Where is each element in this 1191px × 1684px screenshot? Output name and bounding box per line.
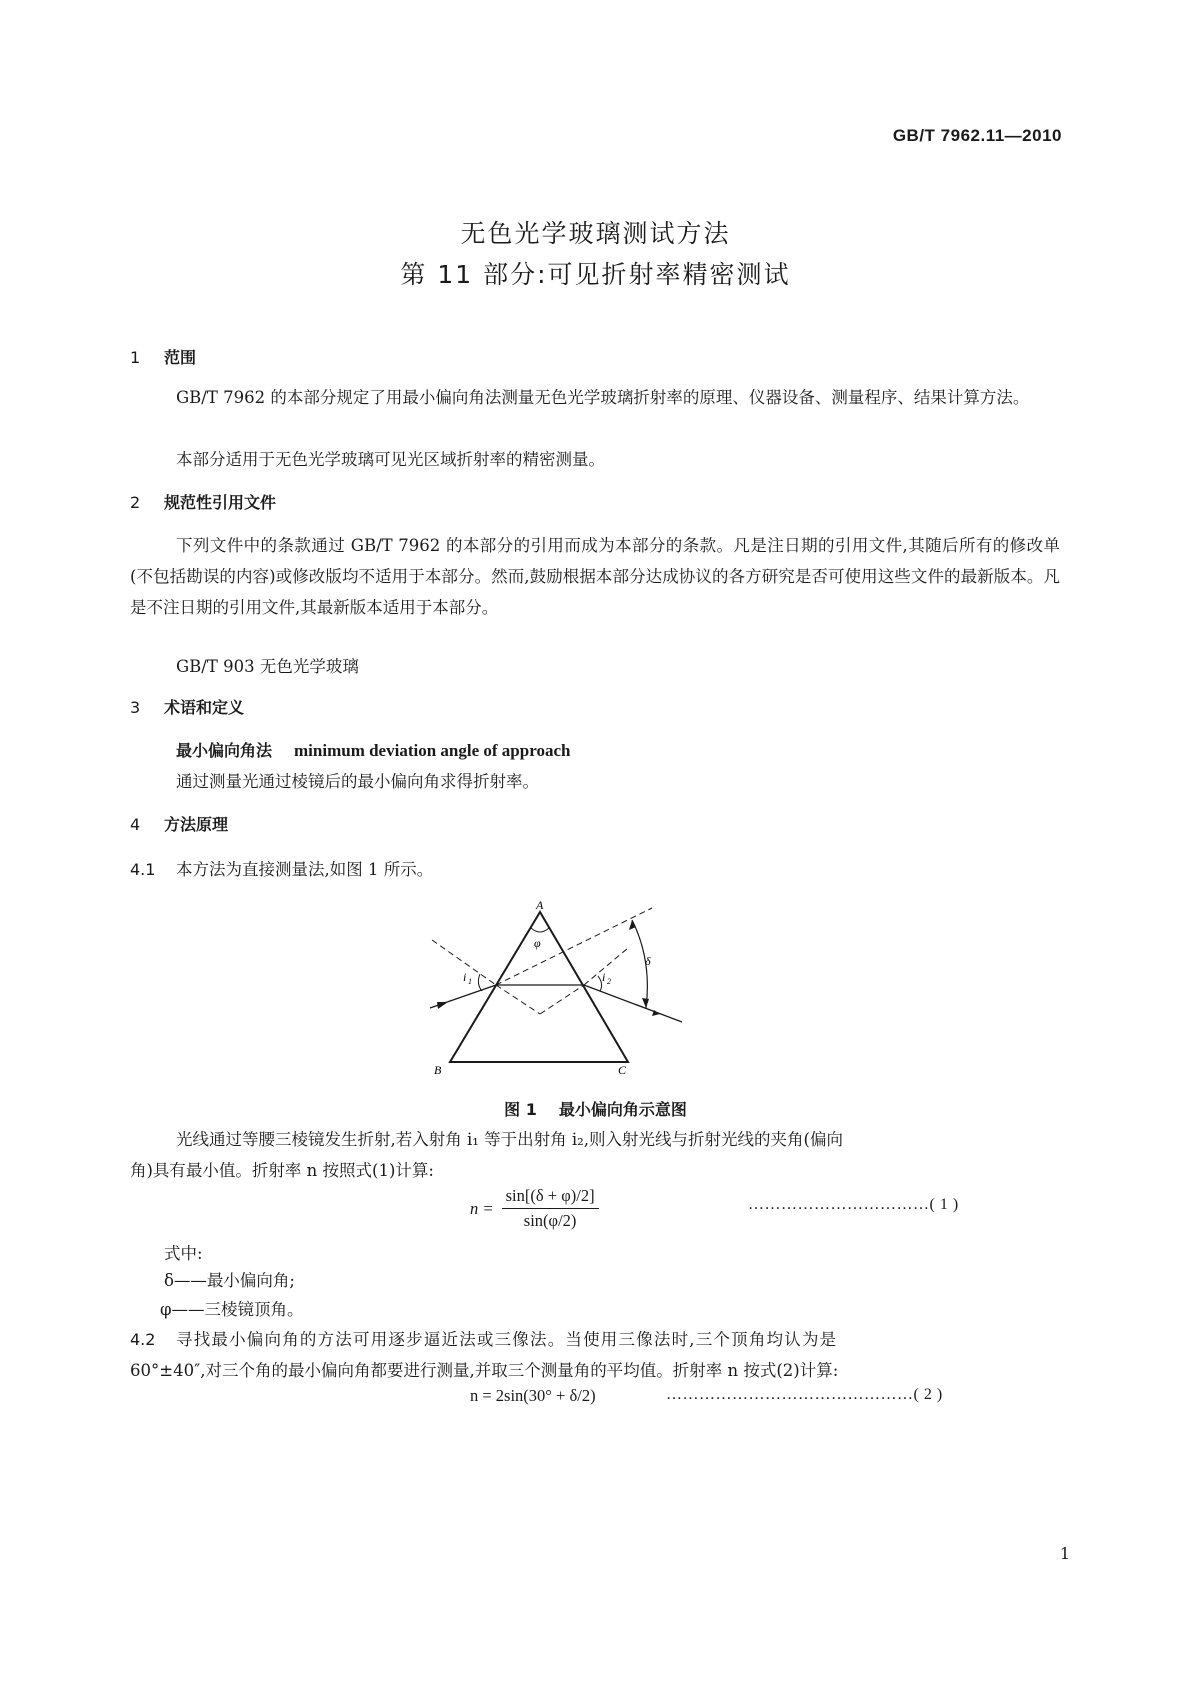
equation-tag: ( 2 ) <box>913 1386 943 1403</box>
formula-lhs: n = <box>470 1198 494 1218</box>
emergence-label-subscript: 2 <box>607 977 611 986</box>
apex-angle-label: φ <box>534 936 541 950</box>
section-title: 方法原理 <box>164 815 229 834</box>
normal-left-inner <box>496 985 540 1014</box>
where-delta: δ——最小偏向角; <box>164 1271 295 1290</box>
clause-4-2 <box>130 1326 837 1350</box>
term-chinese: 最小偏向角法 <box>176 741 273 760</box>
formula-numerator: sin[(δ + φ)/2] <box>502 1186 599 1209</box>
section-3-heading <box>130 695 244 718</box>
formula-2: n = 2sin(30° + δ/2) <box>470 1386 596 1405</box>
incidence-label-subscript: 1 <box>468 977 472 986</box>
emergence-label: i <box>602 970 606 984</box>
deviation-label: δ <box>645 954 651 968</box>
standard-code: GB/T 7962.11—2010 <box>892 126 1062 145</box>
clause-text-line-2: 60°±40″,对三个角的最小偏向角都要进行测量,并取三个测量角的平均值。折射率 n 按式(2)计算: <box>130 1361 839 1380</box>
section-4-heading <box>130 812 228 835</box>
section-1-paragraph-1: GB/T 7962 的本部分规定了用最小偏向角法测量无色光学玻璃折射率的原理、仪器设备、测量程序、结果计算方法。 <box>176 388 1030 407</box>
incidence-angle-arc <box>478 974 482 991</box>
vertex-label-b: B <box>434 1063 442 1077</box>
figure-title: 最小偏向角示意图 <box>558 1100 687 1119</box>
formula-1 <box>470 1186 599 1231</box>
document-subtitle: 第 11 部分:可见折射率精密测试 <box>400 260 791 289</box>
section-number: 4 <box>130 815 141 834</box>
section-title: 术语和定义 <box>164 698 245 717</box>
clause-4-1 <box>130 856 433 880</box>
page-number: 1 <box>1059 1544 1070 1563</box>
normative-reference: GB/T 903 无色光学玻璃 <box>176 657 359 676</box>
formula-denominator: sin(φ/2) <box>523 1211 577 1230</box>
paragraph-after-figure-line-1: 光线通过等腰三棱镜发生折射,若入射角 i₁ 等于出射角 i₂,则入射光线与折射光线的夹角(偏向 <box>176 1130 843 1149</box>
where-label: 式中: <box>164 1244 203 1263</box>
arrow-icon <box>642 998 649 1008</box>
section-number: 2 <box>130 493 141 512</box>
normal-right-inner <box>540 985 584 1014</box>
term-entry <box>176 738 570 761</box>
leader-dots: ……………………………………… <box>666 1386 914 1403</box>
paragraph-after-figure-line-2: 角)具有最小值。折射率 n 按照式(1)计算: <box>130 1161 434 1180</box>
clause-number: 4.1 <box>130 860 156 879</box>
formula-2-leader <box>666 1386 943 1404</box>
section-1-paragraph-2: 本部分适用于无色光学玻璃可见光区域折射率的精密测量。 <box>176 450 605 469</box>
term-definition: 通过测量光通过棱镜后的最小偏向角求得折射率。 <box>176 772 539 791</box>
vertex-label-a: A <box>536 898 544 912</box>
section-1-heading <box>130 345 196 368</box>
section-title: 范围 <box>164 348 197 367</box>
where-phi: φ——三棱镜顶角。 <box>160 1300 304 1319</box>
formula-fraction <box>502 1186 599 1231</box>
apex-angle-arc <box>531 928 549 932</box>
clause-text: 本方法为直接测量法,如图 1 所示。 <box>176 860 434 879</box>
section-number: 1 <box>130 348 141 367</box>
section-2-paragraph: 下列文件中的条款通过 GB/T 7962 的本部分的引用而成为本部分的条款。凡是注日期的引用文件,其随后所有的修改单(不包括勘误的内容)或修改版均不适用于本部分。然而,鼓励根据本部分达成协议的各方研究是否可使用这些文件的最新版本。凡是不注日期的引用文件,其最新版本适用于本部分。 <box>130 536 1060 617</box>
clause-number: 4.2 <box>130 1330 156 1349</box>
clause-text-line-1: 寻找最小偏向角的方法可用逐步逼近法或三像法。当使用三像法时,三个顶角均认为是 <box>176 1330 838 1349</box>
figure-caption <box>0 1097 1191 1120</box>
formula-1-leader <box>748 1196 959 1214</box>
document-title: 无色光学玻璃测试方法 <box>460 219 731 248</box>
leader-dots: …………………………… <box>748 1196 930 1213</box>
term-english: minimum deviation angle of approach <box>294 741 571 760</box>
section-title: 规范性引用文件 <box>164 493 277 512</box>
incidence-label: i <box>463 970 467 984</box>
figure-number: 图 1 <box>504 1100 537 1119</box>
normal-right <box>584 948 628 985</box>
section-2-heading <box>130 490 276 513</box>
vertex-label-c: C <box>618 1063 627 1077</box>
arrow-icon <box>437 1002 448 1009</box>
equation-tag: ( 1 ) <box>929 1196 959 1213</box>
section-number: 3 <box>130 698 141 717</box>
emergent-ray <box>584 985 682 1022</box>
prism-diagram <box>420 890 700 1090</box>
